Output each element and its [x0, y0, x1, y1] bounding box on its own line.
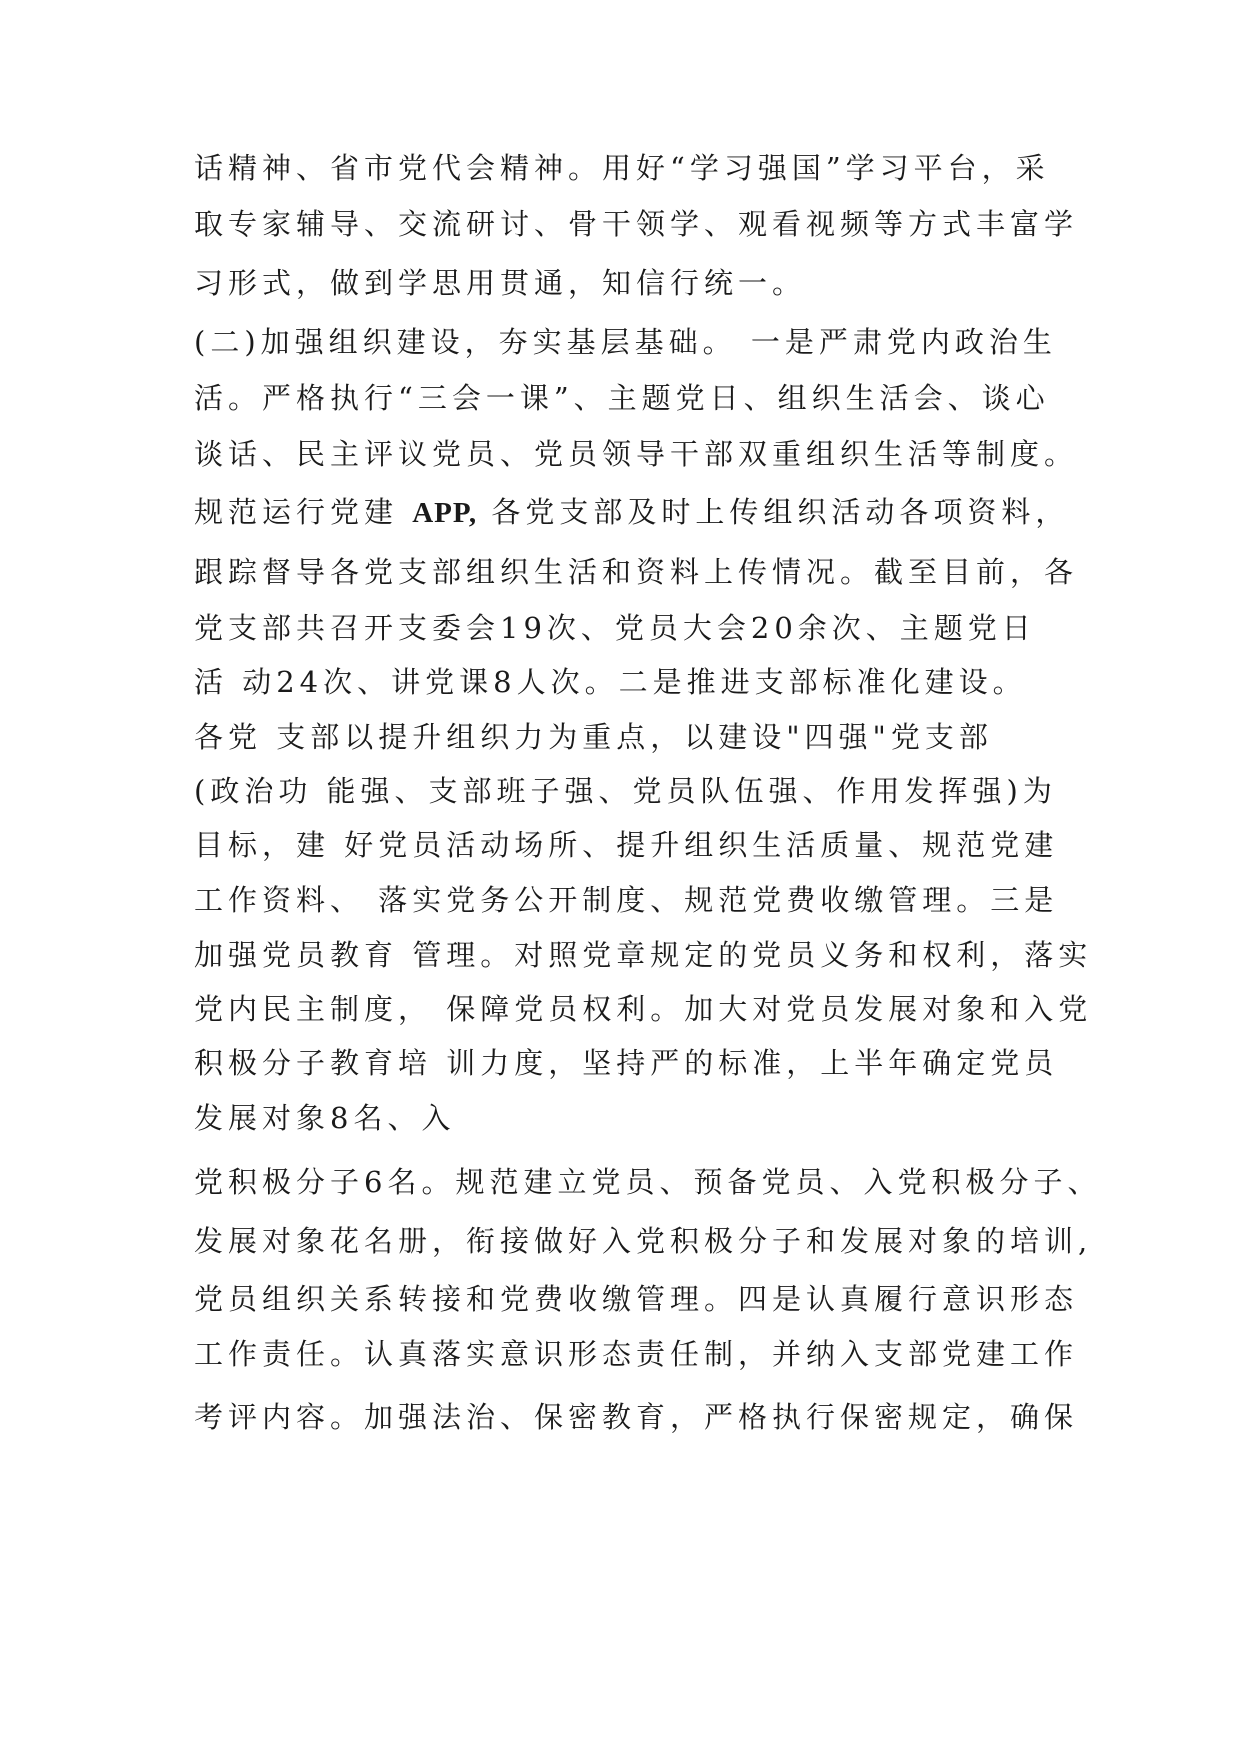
text-line: 话精神、省市党代会精神。用好“学习强国”学习平台，采 [194, 151, 1050, 185]
text-line: 加强党员教育 管理。对照党章规定的党员义务和权利，落实 [194, 938, 1093, 972]
text-line: 取专家辅导、交流研讨、骨干领学、观看视频等方式丰富学 [194, 207, 1079, 241]
text-line: 活 动24次、讲党课8人次。二是推进支部标准化建设。 [194, 665, 1027, 699]
text-line: 习形式，做到学思用贯通，知信行统一。 [194, 266, 807, 300]
text-line: 各党 支部以提升组织力为重点，以建设"四强"党支部 [194, 720, 993, 754]
app-line-prefix: 规范运行党建 [194, 495, 413, 529]
text-line: 工作责任。认真落实意识形态责任制，并纳入支部党建工作 [194, 1337, 1079, 1371]
text-line: 党员组织关系转接和党费收缴管理。四是认真履行意识形态 [194, 1282, 1079, 1316]
text-line: 党积极分子6名。规范建立党员、预备党员、入党积极分子、 [194, 1165, 1102, 1199]
text-line: 活。严格执行“三会一课”、主题党日、组织生活会、谈心 [194, 381, 1050, 415]
app-line-suffix: 各党支部及时上传组织活动各项资料， [477, 495, 1070, 529]
text-line: 党内民主制度， 保障党员权利。加大对党员发展对象和入党 [194, 992, 1093, 1026]
text-line: 党支部共召开支委会19次、党员大会20余次、主题党日 [194, 611, 1036, 645]
text-line: 发展对象花名册，衔接做好入党积极分子和发展对象的培训, [194, 1224, 1093, 1258]
text-line: 积极分子教育培 训力度，坚持严的标准，上半年确定党员 [194, 1046, 1059, 1080]
text-line: (政治功 能强、支部班子强、党员队伍强、作用发挥强)为 [194, 774, 1057, 808]
text-line: 工作资料、 落实党务公开制度、规范党费收缴管理。三是 [194, 883, 1059, 917]
text-line: 谈话、民主评议党员、党员领导干部双重组织生活等制度。 [194, 437, 1079, 471]
text-line: 目标，建 好党员活动场所、提升组织生活质量、规范党建 [194, 828, 1059, 862]
text-line: 跟踪督导各党支部组织生活和资料上传情况。截至目前，各 [194, 555, 1079, 589]
section-heading-line: (二)加强组织建设，夯实基层基础。 一是严肃党内政治生 [194, 325, 1057, 359]
text-line: 考评内容。加强法治、保密教育，严格执行保密规定，确保 [194, 1400, 1079, 1434]
text-line-app [194, 492, 1074, 533]
text-line: 发展对象8名、入 [194, 1101, 456, 1135]
app-line-app: APP, [412, 497, 478, 529]
